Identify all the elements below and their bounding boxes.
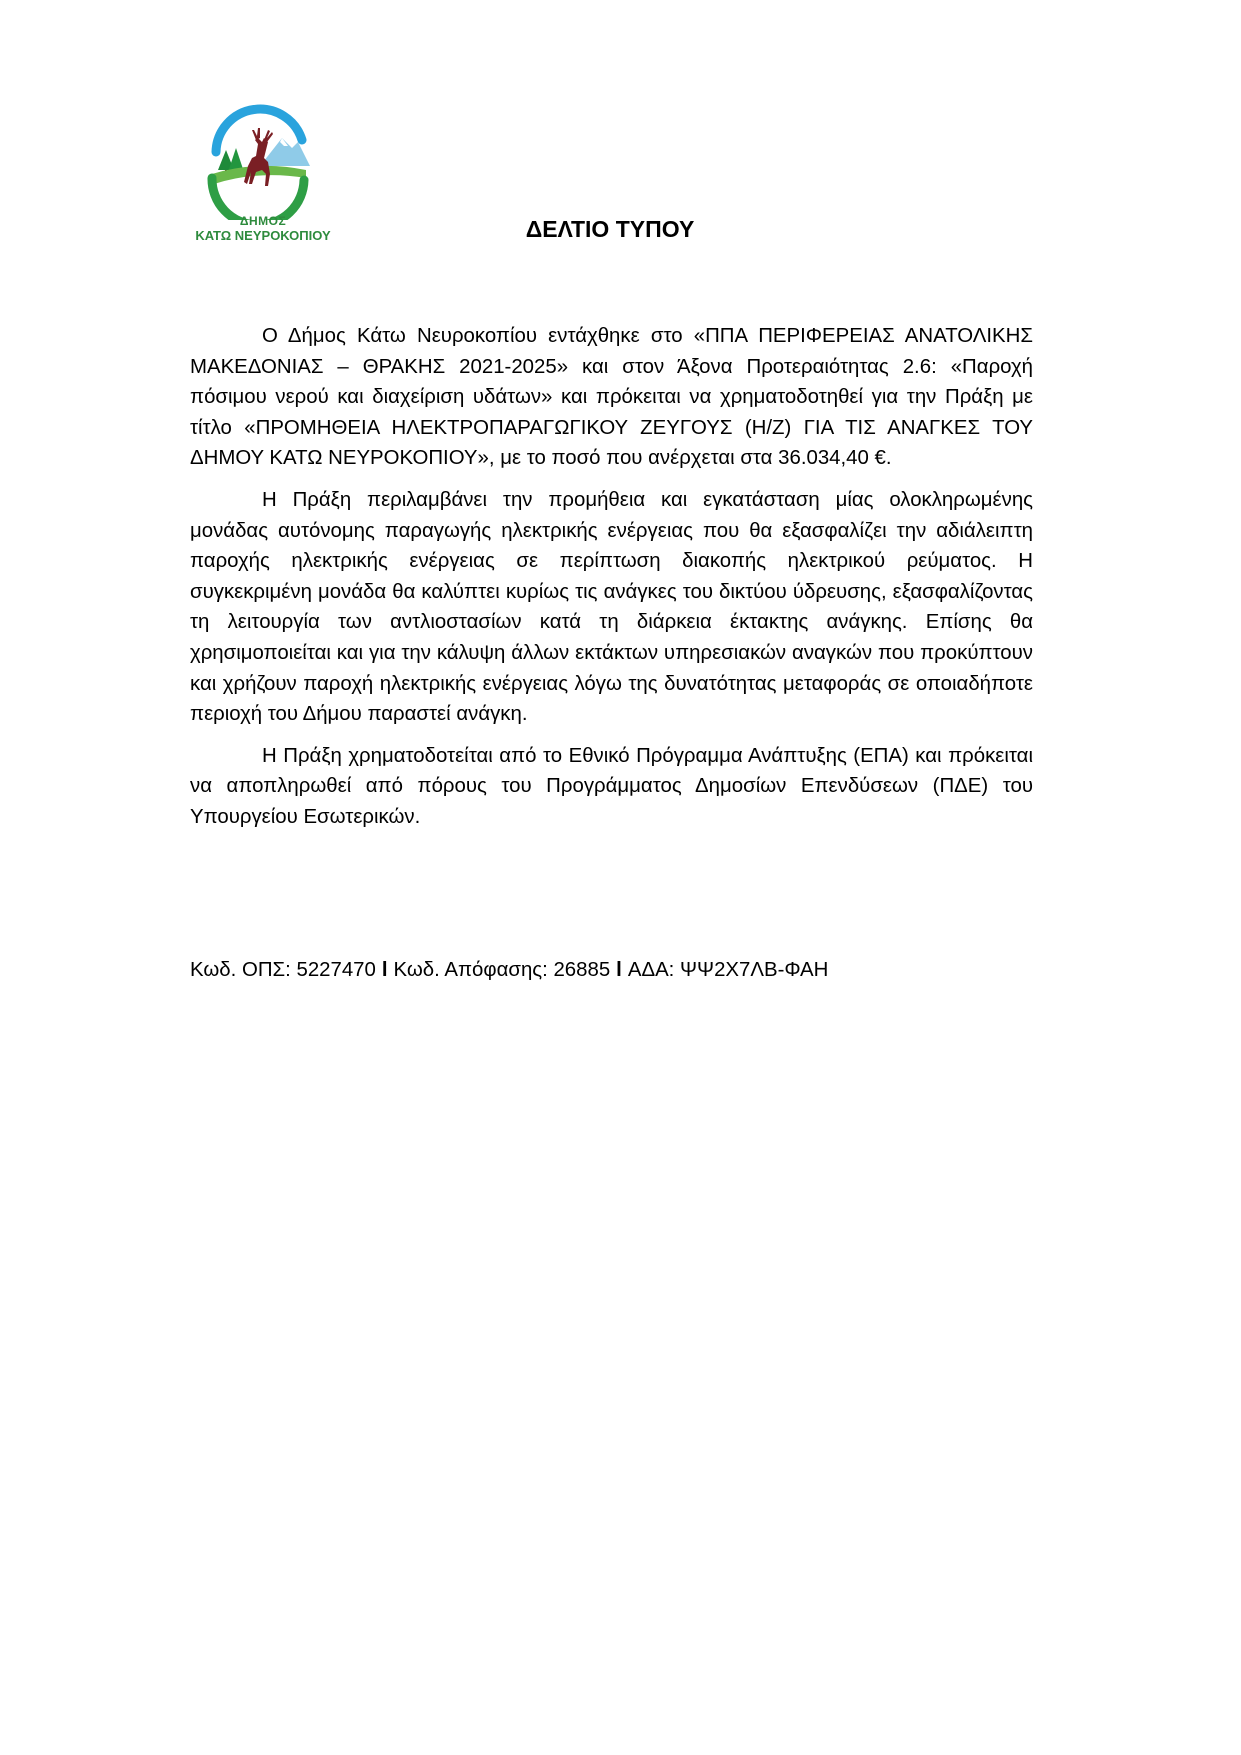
separator: l bbox=[616, 959, 622, 981]
document-title: ΔΕΛΤΙΟ ΤΥΠΟΥ bbox=[525, 216, 695, 242]
paragraph-3: Η Πράξη χρηματοδοτείται από το Εθνικό Πρόγραμμα Ανάπτυξης (ΕΠΑ) και πρόκειται να αποπληρωθεί από πόρους του Προγράμματος Δημοσίων Επενδύσεων (ΠΔΕ) του Υπουργείου Εσωτερικών. bbox=[190, 744, 1033, 828]
reference-codes bbox=[190, 955, 828, 985]
separator: l bbox=[381, 959, 388, 981]
decision-code: Κωδ. Απόφασης: 26885 bbox=[393, 959, 611, 981]
ops-code: Κωδ. ΟΠΣ: 5227470 bbox=[190, 959, 376, 981]
press-release-body bbox=[190, 321, 1033, 844]
deer-mountain-emblem-icon bbox=[198, 100, 318, 220]
paragraph-1: Ο Δήμος Κάτω Νευροκοπίου εντάχθηκε στο «ΠΠΑ ΠΕΡΙΦΕΡΕΙΑΣ ΑΝΑΤΟΛΙΚΗΣ ΜΑΚΕΔΟΝΙΑΣ – ΘΡΑΚΗΣ 2021-2025» και στον Άξονα Προτεραιότητας 2.6: «Παροχή πόσιμου νερού και διαχείριση υδάτων» και πρόκειται να χρηματοδοτηθεί για την Πράξη με τίτλο «ΠΡΟΜΗΘΕΙΑ ΗΛΕΚΤΡΟΠΑΡΑΓΩΓΙΚΟΥ ΖΕΥΓΟΥΣ (Η/Ζ) ΓΙΑ ΤΙΣ ΑΝΑΓΚΕΣ ΤΟΥ ΔΗΜΟΥ ΚΑΤΩ ΝΕΥΡΟΚΟΠΙΟΥ», με το ποσό που ανέρχεται στα 36.034,40 €. bbox=[190, 325, 1033, 470]
paragraph-2: Η Πράξη περιλαμβάνει την προμήθεια και εγκατάσταση μίας ολοκληρωμένης μονάδας αυτόνομης παραγωγής ηλεκτρικής ενέργειας που θα εξασφαλίζει την αδιάλειπτη παροχής ηλεκτρικής ενέργειας σε περίπτωση διακοπής ηλεκτρικού ρεύματος. Η συγκεκριμένη μονάδα θα καλύπτει κυρίως τις ανάγκες του δικτύου ύδρευσης, εξασφαλίζοντας τη λειτουργία των αντλιοστασίων κατά τη διάρκεια έκτακτης ανάγκης. Επίσης θα χρησιμοποιείται και για την κάλυψη άλλων εκτάκτων υπηρεσιακών αναγκών που προκύπτουν και χρήζουν παροχή ηλεκτρικής ενέργειας λόγω της δυνατότητας μεταφοράς σε οποιαδήποτε περιοχή του Δήμου παραστεί ανάγκη. bbox=[190, 488, 1033, 726]
ada-code: ΑΔΑ: ΨΨ2Χ7ΛΒ-ΦΑΗ bbox=[627, 959, 829, 981]
logo-text-municipality: ΚΑΤΩ ΝΕΥΡΟΚΟΠΙΟΥ bbox=[195, 228, 331, 243]
logo-text-dimos: ΔΗΜΟΣ bbox=[239, 214, 287, 228]
municipality-logo bbox=[183, 100, 343, 250]
